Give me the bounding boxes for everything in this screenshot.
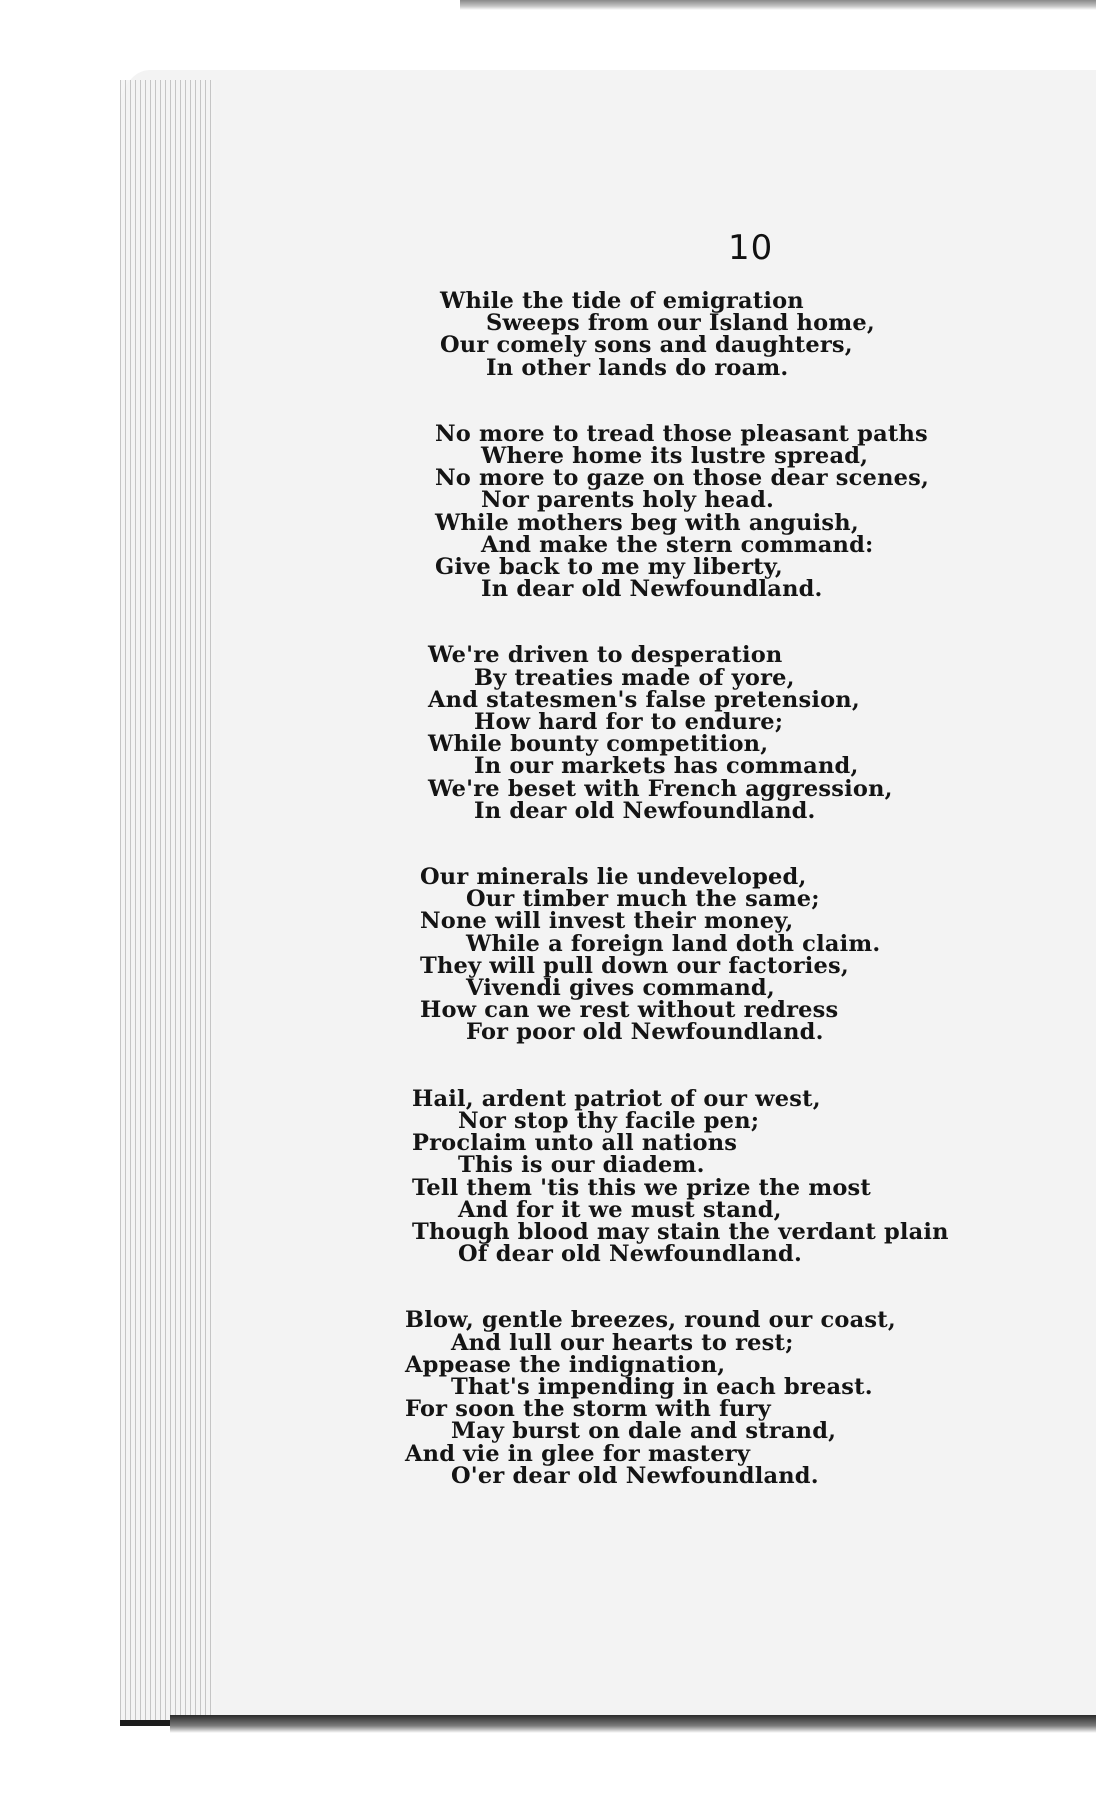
poem-line: Give back to me my liberty, xyxy=(435,554,783,581)
poem-line: Sweeps from our Island home, xyxy=(486,310,875,337)
poem-line: Tell them 'tis this we prize the most xyxy=(412,1174,871,1201)
poem-line: How hard for to endure; xyxy=(474,709,784,736)
poem-line: Nor parents holy head. xyxy=(481,487,775,514)
poem-line: In other lands do roam. xyxy=(486,354,789,381)
poem-line: For poor old Newfoundland. xyxy=(466,1019,824,1046)
poem-line: We're beset with French aggression, xyxy=(428,775,893,802)
poem-line: That's impending in each breast. xyxy=(451,1373,873,1400)
poem-line: Hail, ardent patriot of our west, xyxy=(412,1085,821,1112)
poem-line: And vie in glee for mastery xyxy=(405,1440,751,1467)
poem-line: No more to tread those pleasant paths xyxy=(435,420,928,447)
poem-line: And statesmen's false pretension, xyxy=(428,686,860,713)
poem-line: Vivendi gives command, xyxy=(466,975,775,1002)
page-bottom-shadow xyxy=(170,1715,1096,1733)
poem-line: O'er dear old Newfoundland. xyxy=(451,1462,819,1489)
poem xyxy=(400,290,980,1531)
stanza-6 xyxy=(405,1309,980,1487)
poem-line: For soon the storm with fury xyxy=(405,1396,771,1423)
stanza-2 xyxy=(435,420,980,603)
poem-line: While mothers beg with anguish, xyxy=(435,509,859,536)
poem-line: None will invest their money, xyxy=(420,908,794,935)
poem-line: Our timber much the same; xyxy=(466,886,820,913)
stanza-5 xyxy=(412,1085,980,1268)
poem-line: Our minerals lie undeveloped, xyxy=(420,864,807,891)
poem-line: Though blood may stain the verdant plain xyxy=(412,1218,949,1245)
poem-line: Blow, gentle breezes, round our coast, xyxy=(405,1307,896,1334)
poem-line: Where home its lustre spread, xyxy=(481,443,869,470)
poem-line: In dear old Newfoundland. xyxy=(481,576,823,603)
stanza-1 xyxy=(440,290,980,379)
stanza-3 xyxy=(428,644,980,822)
poem-line: While bounty competition, xyxy=(428,731,769,758)
poem-line: We're driven to desperation xyxy=(428,642,783,669)
poem-line: Nor stop thy facile pen; xyxy=(458,1107,760,1134)
page-edges xyxy=(120,80,215,1720)
poem-line: This is our diadem. xyxy=(458,1152,705,1179)
poem-line: In our markets has command, xyxy=(474,753,859,780)
poem-line: While the tide of emigration xyxy=(440,288,804,314)
poem-line: Appease the indignation, xyxy=(405,1351,726,1378)
poem-line: In dear old Newfoundland. xyxy=(474,797,816,824)
poem-line: No more to gaze on those dear scenes, xyxy=(435,465,930,492)
poem-line: By treaties made of yore, xyxy=(474,664,795,691)
poem-line: And lull our hearts to rest; xyxy=(451,1329,794,1356)
poem-line: And for it we must stand, xyxy=(458,1196,782,1223)
poem-line: Proclaim unto all nations xyxy=(412,1130,738,1157)
poem-line: They will pull down our factories, xyxy=(420,952,849,979)
poem-line: How can we rest without redress xyxy=(420,997,839,1024)
poem-line: Our comely sons and daughters, xyxy=(440,332,853,359)
stanza-4 xyxy=(420,866,980,1044)
poem-line: Of dear old Newfoundland. xyxy=(458,1241,802,1268)
poem-line: While a foreign land doth claim. xyxy=(466,930,881,957)
page-number: 10 xyxy=(728,228,774,268)
scan-top-edge xyxy=(460,0,1096,10)
poem-line: And make the stern command: xyxy=(481,531,874,558)
poem-line: May burst on dale and strand, xyxy=(451,1418,837,1445)
